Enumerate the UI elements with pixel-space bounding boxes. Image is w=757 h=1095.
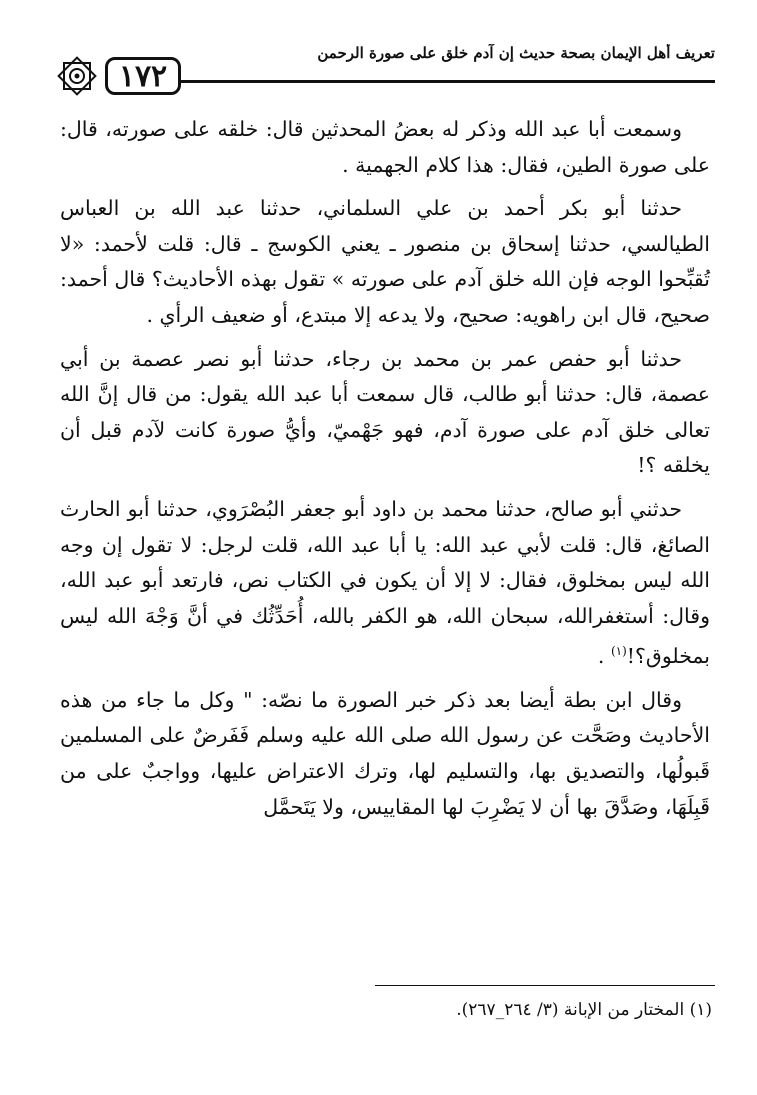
star-ornament-icon bbox=[55, 54, 99, 98]
paragraph-2: حدثنا أبو بكر أحمد بن علي السلماني، حدثنا عبد الله بن العباس الطيالسي، حدثنا إسحاق بن منصور ـ يعني الكوسج ـ قال: قلت لأحمد: «لا تُقبِّحوا الوجه فإن الله خلق آدم على صورته » تقول بهذه الأحاديث؟ قال أحمد: صحيح، قال ابن راهويه: صحيح، ولا يدعه إلا مبتدع، أو ضعيف الرأي . bbox=[59, 196, 710, 327]
paragraph-1: وسمعت أبا عبد الله وذكر له بعضُ المحدثين قال: خلقه على صورته، قال: على صورة الطين، فقال: هذا كلام الجهمية . bbox=[60, 117, 710, 177]
paragraph-4-text: حدثني أبو صالح، حدثنا محمد بن داود أبو جعفر البُصْرَوي، حدثنا أبو الحارث الصائغ، قال: قلت لأبي عبد الله: يا أبا عبد الله، قلت لرجل: لا تقول إن وجه الله ليس بمخلوق، فقال: لا إلا أن يكون في الكتاب نص، فارتعد أبو عبد الله، وقال: أستغفرالله، سبحان الله، هو الكفر بالله، أُحَدِّثُك في أنَّ وَجْهَ الله ليس بمخلوق؟! bbox=[60, 496, 710, 669]
footnote: (١) المختار من الإبانة (٣/ ٢٦٤_٢٦٧). bbox=[456, 1000, 712, 1020]
main-text bbox=[60, 112, 710, 833]
footnote-reference: (١) bbox=[610, 644, 627, 659]
paragraph-3: حدثنا أبو حفص عمر بن محمد بن رجاء، حدثنا أبو نصر عصمة بن أبي عصمة، قال: حدثنا أبو طالب، قال سمعت أبا عبد الله يقول: من قال إنَّ الله تعالى خلق آدم على صورة آدم، فهو جَهْميّ، وأيُّ صورة كانت لآدم قبل أن يخلقه ؟! bbox=[60, 346, 710, 478]
paragraph-4: حدثني أبو صالح، حدثنا محمد بن داود أبو جعفر البُصْرَوي، حدثنا أبو الحارث الصائغ، قال: قلت لأبي عبد الله: يا أبا عبد الله، قلت لرجل: لا تقول إن وجه الله ليس بمخلوق، فقال: لا إلا أن يكون في الكتاب نص، فارتعد أبو عبد الله، وقال: أستغفرالله، سبحان الله، هو الكفر بالله، أُحَدِّثُك في أنَّ وَجْهَ الله ليس بمخلوق؟!$^{(١)}$ . bbox=[60, 496, 710, 669]
page-header bbox=[55, 42, 715, 106]
footnote-rule bbox=[375, 985, 715, 986]
running-title: تعريف أهل الإيمان بصحة حديث إن آدم خلق على صورة الرحمن bbox=[317, 44, 715, 62]
paragraph-5: وقال ابن بطة أيضا بعد ذكر خبر الصورة ما نصّه: " وكل ما جاء من هذه الأحاديث وصَحَّت عن رسول الله صلى الله عليه وسلم فَفَرضٌ على المسلمين قَبولُها، والتصديق بها، والتسليم لها، وترك الاعتراض عليها، وواجبٌ على من قَبِلَهَا، وصَدَّقَ بها أن لا يَضْرِبَ لها المقاييس، ولا يَتَحمَّل bbox=[60, 687, 710, 819]
header-rule bbox=[155, 80, 715, 83]
page-number: ١٧٢ bbox=[105, 57, 181, 95]
